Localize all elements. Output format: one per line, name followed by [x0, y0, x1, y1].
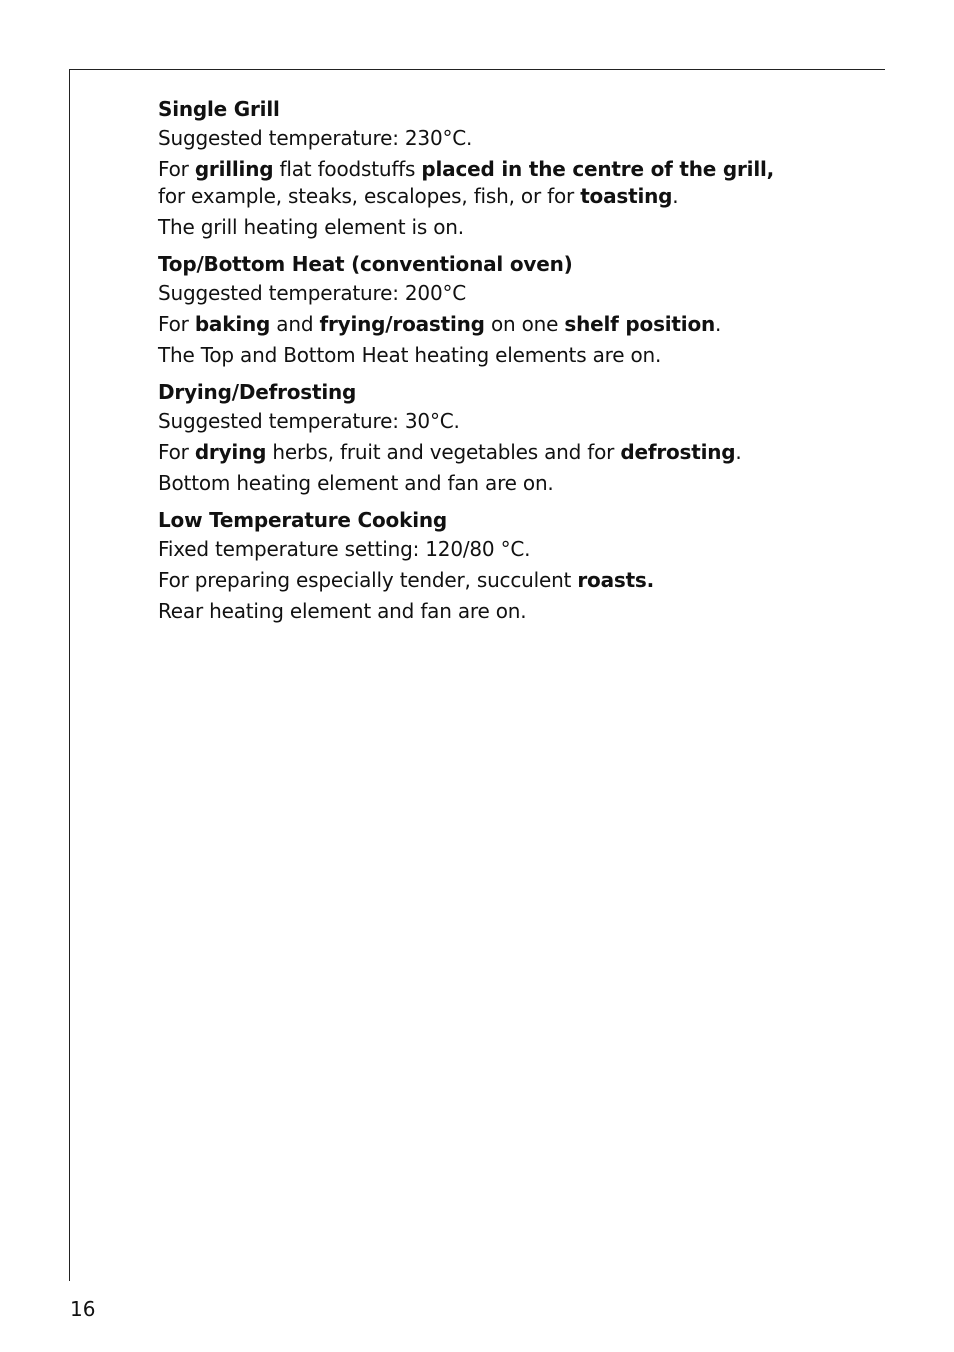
suggested-temperature: Suggested temperature: 230°C.	[158, 126, 473, 150]
bold-term: defrosting	[620, 440, 736, 464]
text-run: herbs, fruit and vegetables and for	[266, 440, 621, 464]
bold-term: frying/roasting	[319, 312, 485, 336]
section-heading: Drying/Defrosting	[158, 380, 357, 404]
text-run: .	[715, 312, 722, 336]
usage-text	[158, 567, 838, 594]
text-run: For preparing especially tender, succulent	[158, 568, 578, 592]
heating-elements-note: The Top and Bottom Heat heating elements are on.	[158, 343, 662, 367]
bold-term: drying	[194, 440, 267, 464]
text-run: for example, steaks, escalopes, fish, or for	[158, 184, 581, 208]
section-heading: Low Temperature Cooking	[158, 508, 448, 532]
usage-text-continued	[158, 183, 838, 210]
section-heading: Top/Bottom Heat (conventional oven)	[158, 252, 573, 276]
heating-elements-note: The grill heating element is on.	[158, 215, 464, 239]
usage-text	[158, 439, 838, 466]
section-single-grill	[158, 95, 838, 241]
top-rule	[69, 69, 885, 70]
text-run: For	[158, 312, 195, 336]
text-run: flat foodstuffs	[273, 157, 422, 181]
bold-term: placed in the centre of the grill,	[421, 157, 775, 181]
section-top-bottom-heat	[158, 250, 838, 369]
bold-term: baking	[194, 312, 271, 336]
text-run: and	[270, 312, 320, 336]
left-margin-rule	[69, 69, 70, 1281]
text-run: For	[158, 440, 195, 464]
text-run: For	[158, 157, 195, 181]
heating-elements-note: Bottom heating element and fan are on.	[158, 471, 554, 495]
section-drying-defrosting	[158, 378, 838, 497]
suggested-temperature: Suggested temperature: 200°C	[158, 281, 467, 305]
text-run: .	[735, 440, 742, 464]
section-low-temperature-cooking	[158, 506, 838, 625]
bold-term: shelf position	[564, 312, 716, 336]
page-number: 16	[70, 1297, 96, 1321]
page-content	[158, 95, 838, 634]
bold-term: roasts.	[577, 568, 655, 592]
text-run: .	[672, 184, 679, 208]
text-run: on one	[484, 312, 565, 336]
suggested-temperature: Suggested temperature: 30°C.	[158, 409, 460, 433]
usage-text	[158, 156, 838, 183]
bold-term: toasting	[580, 184, 673, 208]
section-heading: Single Grill	[158, 97, 280, 121]
heating-elements-note: Rear heating element and fan are on.	[158, 599, 527, 623]
fixed-temperature: Fixed temperature setting: 120/80 °C.	[158, 537, 531, 561]
bold-term: grilling	[194, 157, 274, 181]
usage-text	[158, 311, 838, 338]
